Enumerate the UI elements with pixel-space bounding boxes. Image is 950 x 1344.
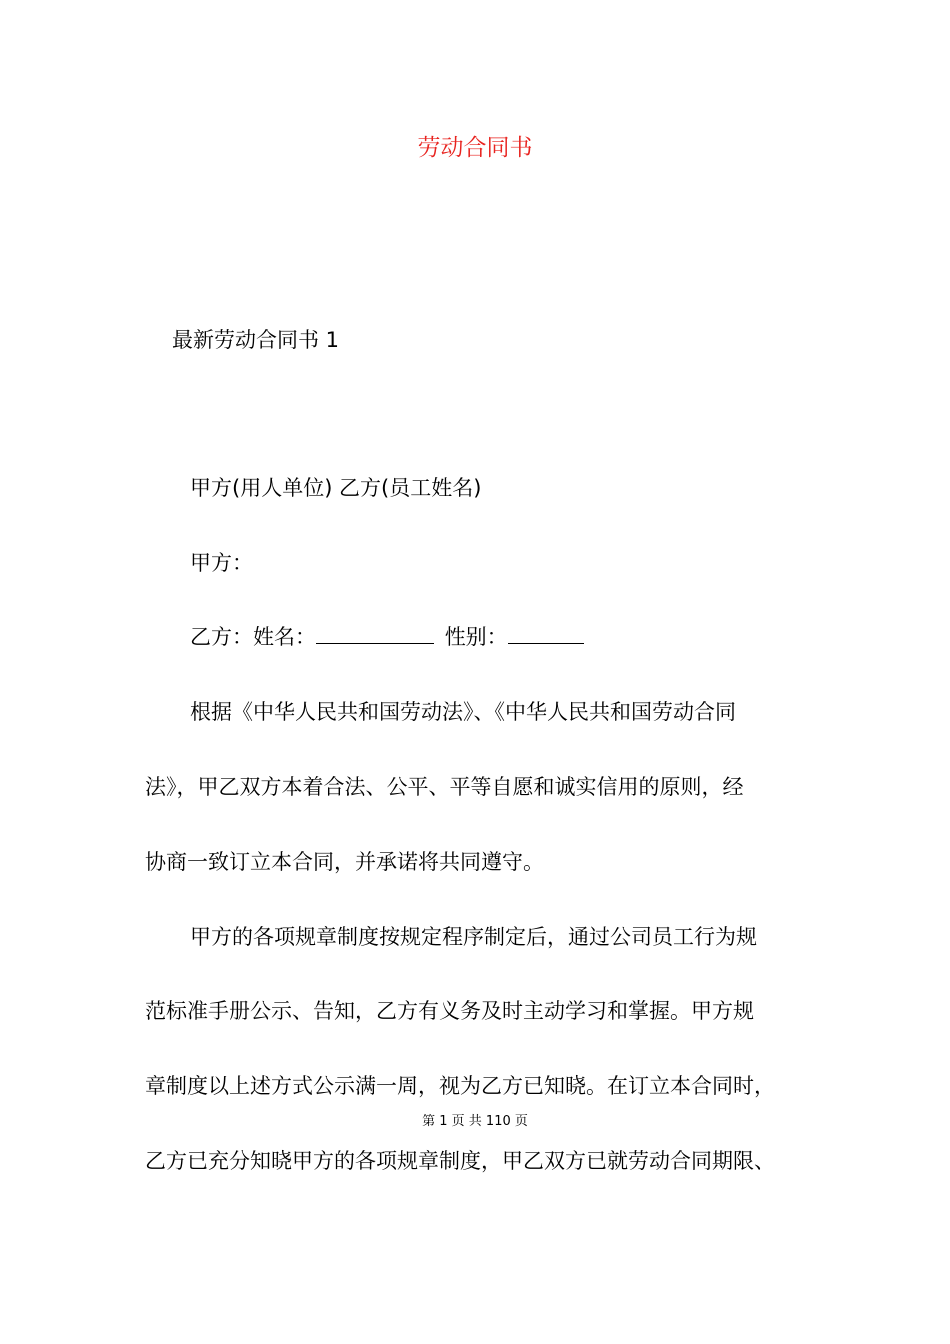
gender-label: 性别： — [444, 625, 508, 649]
page-footer: 第 1 页 共 110 页 — [422, 1114, 528, 1129]
paragraph-line: 章制度以上述方式公示满一周，视为乙方已知晓。在订立本合同时， — [145, 1074, 775, 1098]
party-a-label: 甲方： — [190, 551, 253, 575]
paragraph-line: 乙方已充分知晓甲方的各项规章制度，甲乙双方已就劳动合同期限、 — [145, 1149, 775, 1173]
document-subtitle: 最新劳动合同书 1 — [172, 328, 340, 352]
party-b-row — [190, 622, 584, 652]
paragraph-line: 甲方的各项规章制度按规定程序制定后，通过公司员工行为规 — [190, 925, 757, 949]
paragraph-line: 法》，甲乙双方本着合法、公平、平等自愿和诚实信用的原则，经 — [145, 775, 744, 799]
party-b-name-label: 乙方：姓名： — [190, 625, 316, 649]
paragraph-line: 协商一致订立本合同，并承诺将共同遵守。 — [145, 850, 544, 874]
paragraph-line: 范标准手册公示、告知，乙方有义务及时主动学习和掌握。甲方规 — [145, 999, 754, 1023]
parties-heading: 甲方(用人单位) 乙方(员工姓名) — [190, 476, 482, 500]
document-title: 劳动合同书 — [417, 135, 533, 161]
name-blank — [316, 623, 434, 644]
gender-blank — [508, 623, 584, 644]
paragraph-line: 根据《中华人民共和国劳动法》、《中华人民共和国劳动合同 — [190, 700, 736, 724]
